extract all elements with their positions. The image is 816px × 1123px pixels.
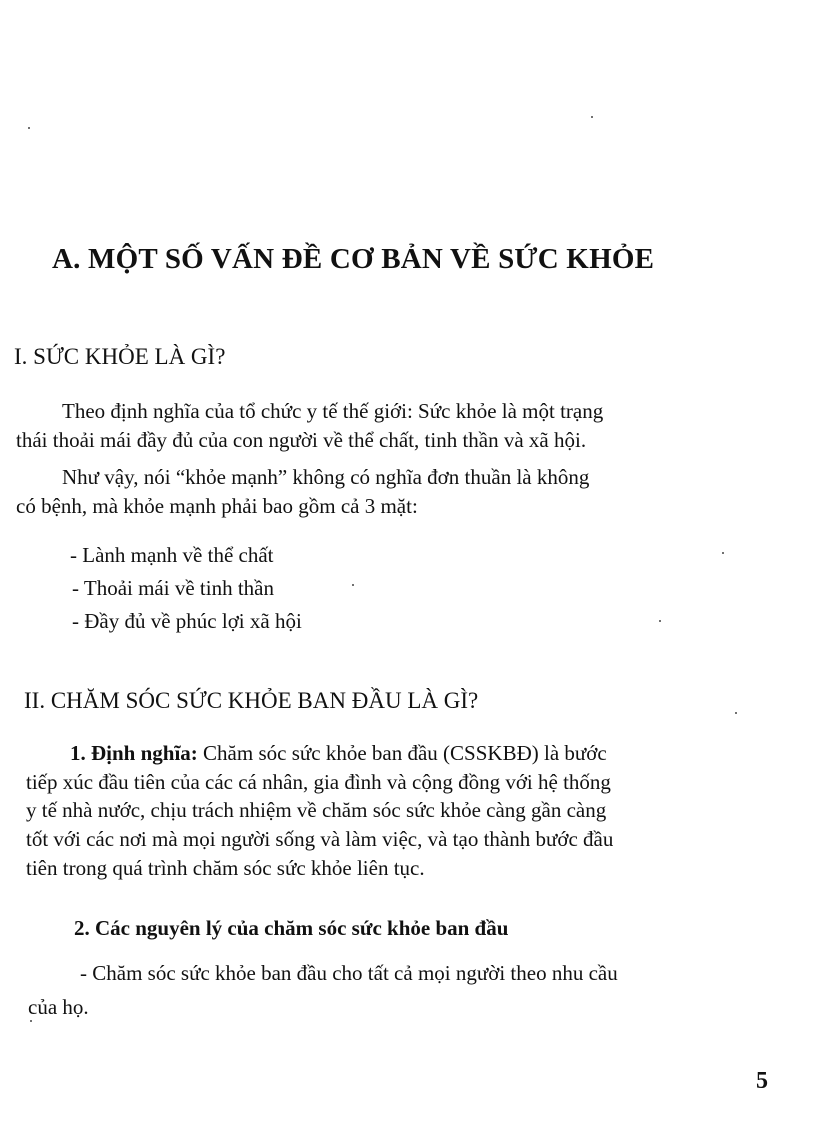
paragraph-line: có bệnh, mà khỏe mạnh phải bao gồm cả 3 mặt:: [16, 494, 418, 518]
definition-line: [70, 741, 607, 766]
scan-speck: [30, 1020, 32, 1022]
section-heading-2: II. CHĂM SÓC SỨC KHỎE BAN ĐẦU LÀ GÌ?: [24, 688, 479, 713]
definition-text: Chăm sóc sức khỏe ban đầu (CSSKBĐ) là bước: [203, 741, 607, 765]
scan-speck: [28, 127, 30, 129]
paragraph-line: tốt với các nơi mà mọi người sống và làm việc, và tạo thành bước đầu: [26, 827, 614, 851]
scan-speck: [352, 584, 354, 586]
paragraph-line: y tế nhà nước, chịu trách nhiệm về chăm sóc sức khỏe càng gần càng: [26, 798, 607, 822]
scan-speck: [722, 552, 724, 554]
paragraph-line: - Chăm sóc sức khỏe ban đầu cho tất cả mọi người theo nhu cầu: [80, 961, 618, 985]
page-number: 5: [756, 1068, 768, 1094]
scan-speck: [659, 620, 661, 622]
paragraph-line: Như vậy, nói “khỏe mạnh” không có nghĩa đơn thuần là không: [62, 465, 590, 489]
definition-label: 1. Định nghĩa:: [70, 741, 198, 765]
subsection-heading: 2. Các nguyên lý của chăm sóc sức khỏe ban đầu: [74, 916, 509, 940]
scan-speck: [591, 116, 593, 118]
list-item: - Lành mạnh về thể chất: [70, 543, 274, 567]
list-item: - Thoải mái về tinh thần: [72, 576, 274, 600]
list-item: - Đầy đủ về phúc lợi xã hội: [72, 609, 302, 633]
scan-speck: [735, 712, 737, 714]
paragraph-line: thái thoải mái đầy đủ của con người về thể chất, tinh thần và xã hội.: [16, 428, 587, 452]
paragraph-line: Theo định nghĩa của tổ chức y tế thế giới: Sức khỏe là một trạng: [62, 399, 604, 423]
page-title: A. MỘT SỐ VẤN ĐỀ CƠ BẢN VỀ SỨC KHỎE: [52, 243, 655, 275]
paragraph-line: của họ.: [28, 995, 89, 1019]
paragraph-line: tiên trong quá trình chăm sóc sức khỏe liên tục.: [26, 856, 425, 880]
paragraph-line: tiếp xúc đầu tiên của các cá nhân, gia đình và cộng đồng với hệ thống: [26, 770, 611, 794]
section-heading-1: I. SỨC KHỎE LÀ GÌ?: [14, 344, 226, 369]
